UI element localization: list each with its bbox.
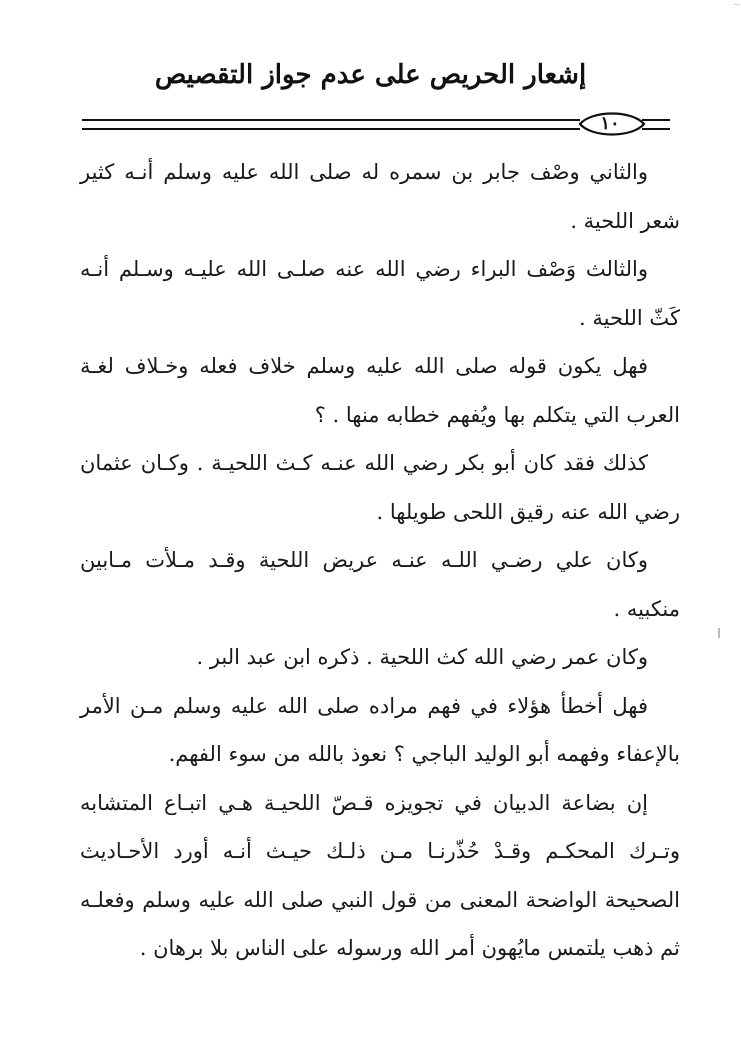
page-header-title: إشعار الحريص على عدم جواز التقصيص <box>154 60 587 90</box>
paragraph-2: والثالث وَصْف البراء رضي الله عنه صلـى الله عليـه وسـلم أنـه كَثّ اللحية . <box>80 257 680 330</box>
paragraph-1: والثاني وصْف جابر بن سمره له صلى الله عليه وسلم أنـه كثير شعر اللحية . <box>80 160 680 233</box>
body-text <box>80 148 680 973</box>
paragraph-5: وكان علي رضـي اللـه عنـه عريض اللحية وقـد مـلأت مـابين منكبيه . <box>80 548 680 621</box>
paragraph-4: كذلك فقد كان أبو بكر رضي الله عنـه كـث اللحيـة . وكـان عثمان رضي الله عنه رقيق اللحى طويلها . <box>80 451 680 524</box>
paragraph-3: فهل يكون قوله صلى الله عليه وسلم خلاف فعله وخـلاف لغـة العرب التي يتكلم بها ويُفهم خطابه منها . ؟ <box>80 354 680 427</box>
page-number: ١٠ <box>600 113 620 134</box>
paragraph-8: إن بضاعة الدبيان في تجويزه قـصّ اللحيـة هـي اتبـاع المتشابه وتـرك المحكـم وقـدْ حُذّرنـا مـن ذلـك حيـث أنـه أورد الأحـاديث الصحيحة الواضحة المعنى من قول النبي صلى الله عليه وسلم وفعلـه ثم ذهب يلتمس مايُهون أمر الله ورسوله على الناس بلا برهان . <box>80 790 680 960</box>
paragraph-7: فهل أخطأ هؤلاء في فهم مراده صلى الله عليه وسلم مـن الأمر بالإعفاء وفهمه أبو الوليد الباجي ؟ نعوذ بالله من سوء الفهم. <box>80 693 680 766</box>
scan-corner-mark <box>734 4 740 11</box>
paragraph-6: وكان عمر رضي الله كث اللحية . ذكره ابن عبد البر . <box>196 645 648 669</box>
margin-mark <box>718 628 720 638</box>
